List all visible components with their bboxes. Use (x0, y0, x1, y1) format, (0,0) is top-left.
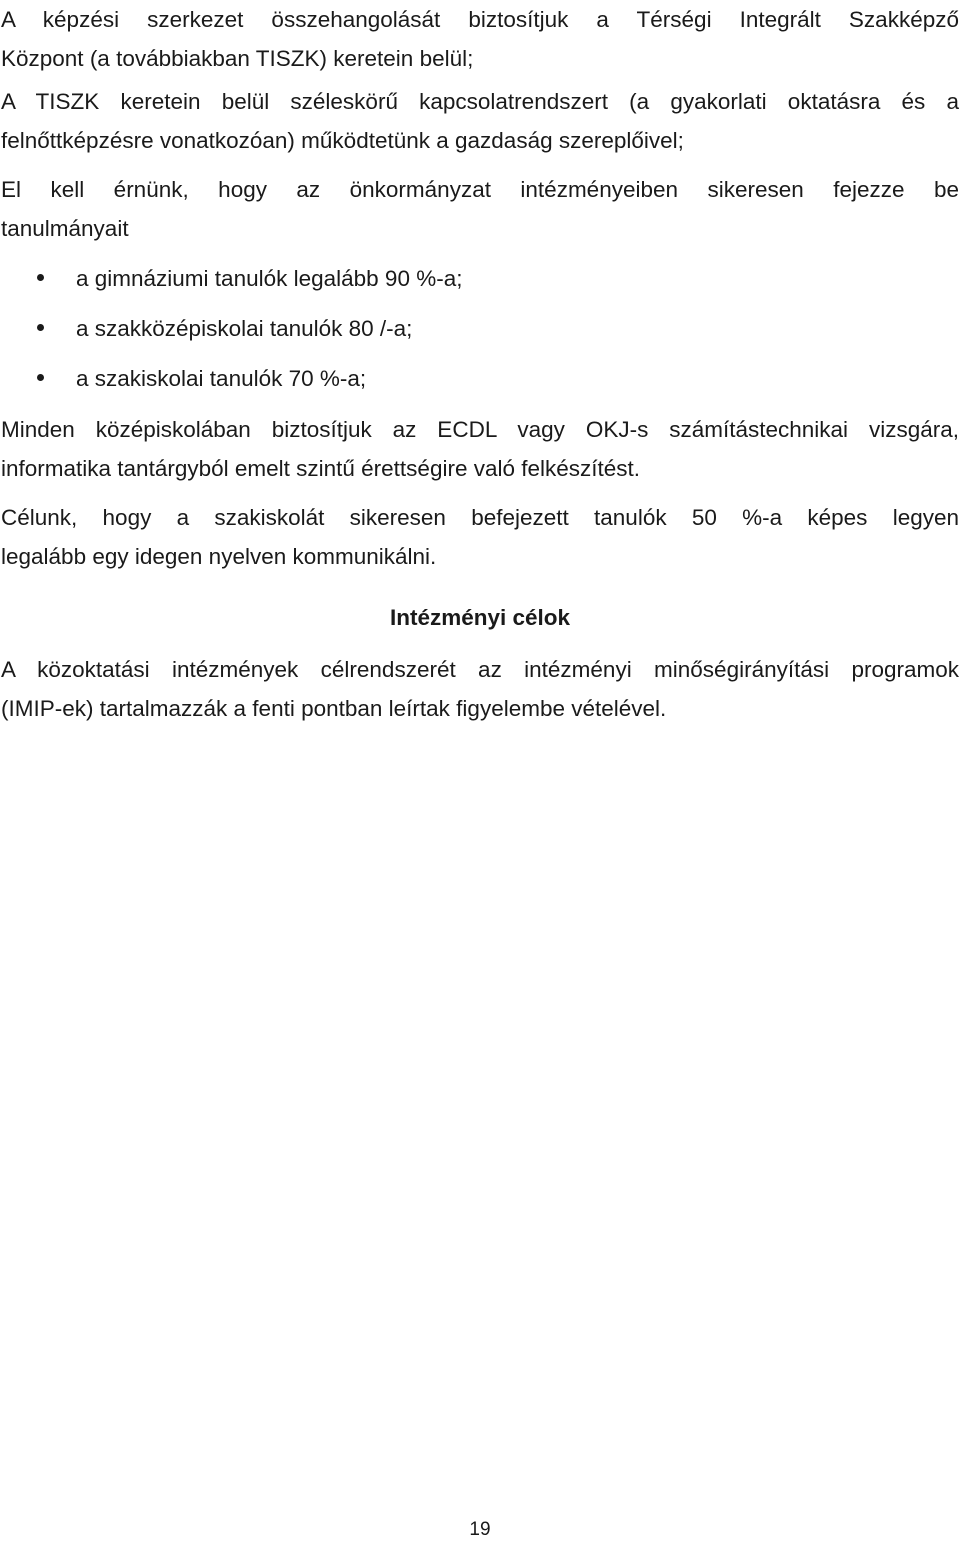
paragraph-language-goal (1, 498, 959, 576)
paragraph-line: tanulmányait (1, 216, 129, 241)
bullet-icon (37, 324, 44, 331)
paragraph-tiszk-structure (1, 0, 959, 78)
paragraph-imip (1, 650, 959, 728)
paragraph-line: A közoktatási intézmények célrendszerét az intézményi minőségirányítási programok (1, 657, 959, 682)
paragraph-line: El kell érnünk, hogy az önkormányzat intézményeiben sikeresen fejezze be (1, 177, 959, 202)
bullet-text: a gimnáziumi tanulók legalább 90 %-a; (76, 266, 463, 291)
list-item (0, 358, 960, 408)
goal-bullet-list (0, 258, 960, 408)
paragraph-ecdl (1, 410, 959, 488)
list-item (0, 308, 960, 358)
paragraph-tiszk-relations (1, 82, 959, 160)
paragraph-line: legalább egy idegen nyelven kommunikálni. (1, 544, 437, 569)
bullet-text: a szakiskolai tanulók 70 %-a; (76, 366, 367, 391)
bullet-icon (37, 274, 44, 281)
page-number: 19 (469, 1519, 491, 1540)
paragraph-line: felnőttképzésre vonatkozóan) működtetünk a gazdaság szereplőivel; (1, 128, 684, 153)
bullet-icon (37, 374, 44, 381)
paragraph-line: Minden középiskolában biztosítjuk az ECDL vagy OKJ-s számítástechnikai vizsgára, (1, 417, 959, 442)
section-heading: Intézményi célok (389, 605, 571, 630)
paragraph-line: Központ (a továbbiakban TISZK) keretein belül; (1, 46, 474, 71)
paragraph-line: informatika tantárgyból emelt szintű érettségire való felkészítést. (1, 456, 641, 481)
paragraph-line: (IMIP-ek) tartalmazzák a fenti pontban leírtak figyelembe vételével. (1, 696, 667, 721)
paragraph-goal-intro (1, 170, 959, 248)
paragraph-line: A képzési szerkezet összehangolását biztosítjuk a Térségi Integrált Szakképző (1, 7, 959, 32)
bullet-text: a szakközépiskolai tanulók 80 /-a; (76, 316, 413, 341)
paragraph-line: Célunk, hogy a szakiskolát sikeresen befejezett tanulók 50 %-a képes legyen (1, 505, 959, 530)
list-item (0, 258, 960, 308)
paragraph-line: A TISZK keretein belül széleskörű kapcsolatrendszert (a gyakorlati oktatásra és a (1, 89, 959, 114)
